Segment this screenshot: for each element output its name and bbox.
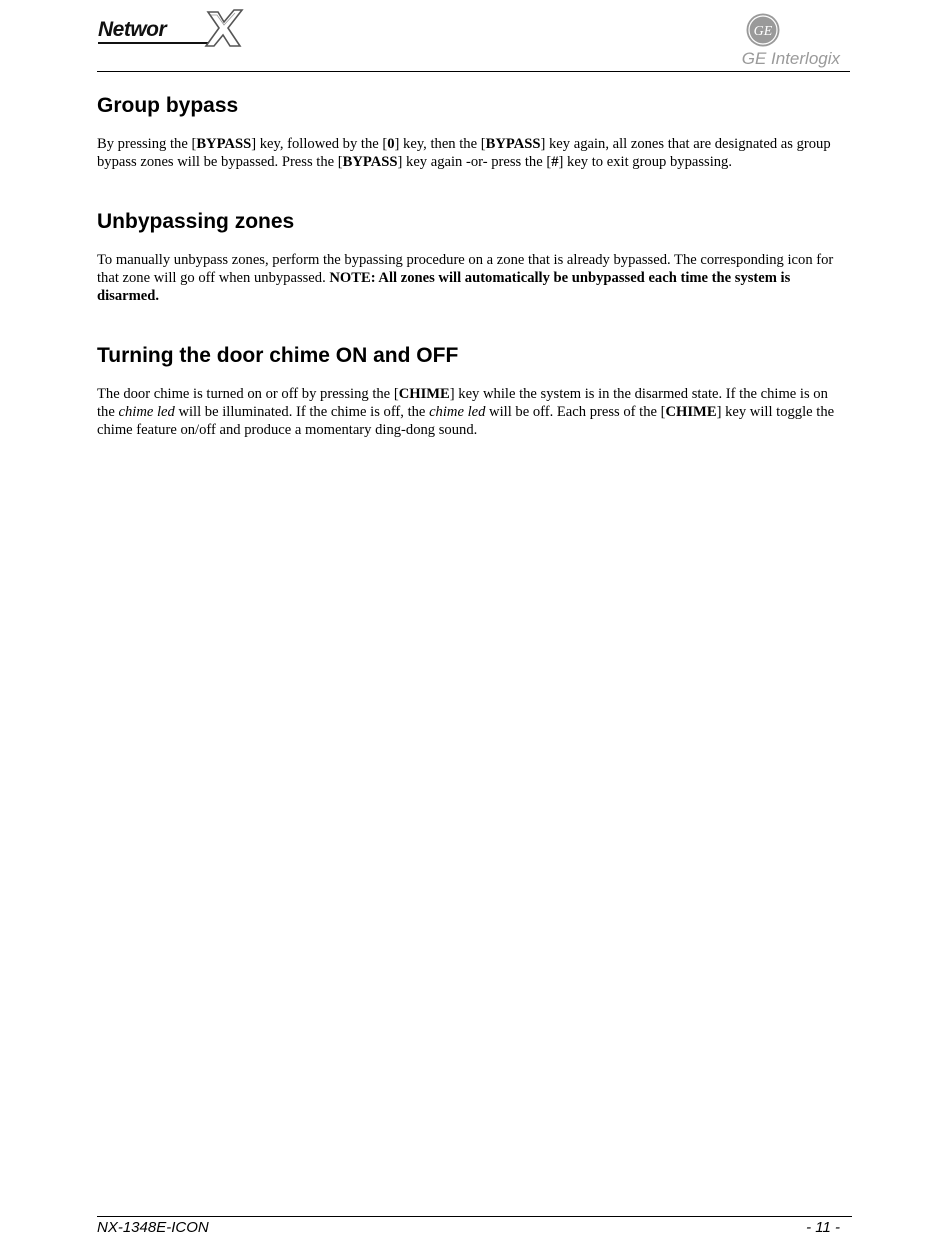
text-run: By pressing the [ — [97, 136, 197, 152]
bold-text: 0 — [387, 136, 395, 152]
italic-text: chime led — [118, 404, 175, 420]
ge-interlogix-logo — [741, 12, 845, 72]
page-number: - 11 - — [806, 1219, 840, 1236]
text-run: ] key while the system is in the disarmed state. If the chime is on the — [97, 386, 828, 420]
text-run: will be illuminated. If the chime is off, the — [174, 404, 430, 420]
logo-x-icon — [202, 6, 246, 50]
text-run: To manually unbypass zones, perform the bypassing procedure on a zone that is already bypassed. The corresponding icon for that zone will go off when unbypassed. — [97, 252, 834, 286]
ge-seal-icon — [745, 12, 781, 48]
section-body-unbypassing-zones — [97, 251, 845, 305]
logo-wordmark: Networ — [98, 18, 167, 41]
text-run: will be off. Each press of the [ — [485, 404, 666, 420]
text-run: ] key again, all zones that are designated as group bypass zones will be bypassed. Press the [ — [97, 136, 831, 170]
text-run: ] key will toggle the chime feature on/off and produce a momentary ding-dong sound. — [97, 404, 835, 438]
footer-rule — [97, 1216, 852, 1217]
section-title-unbypassing-zones: Unbypassing zones — [97, 210, 295, 233]
brand-name: GE Interlogix — [741, 49, 840, 68]
bold-text: BYPASS — [196, 136, 252, 152]
section-body-door-chime — [97, 385, 845, 439]
bold-text: CHIME — [398, 386, 450, 402]
bold-text: BYPASS — [485, 136, 541, 152]
bold-text: NOTE: All zones will automatically be unbypassed each time the system is disarmed. — [97, 270, 791, 304]
text-run: ] key, followed by the [ — [251, 136, 388, 152]
text-run: ] key, then the [ — [394, 136, 486, 152]
bold-text: CHIME — [665, 404, 717, 420]
document-code: NX-1348E-ICON — [97, 1219, 209, 1236]
text-run: The door chime is turned on or off by pressing the [ — [97, 386, 399, 402]
section-title-door-chime: Turning the door chime ON and OFF — [97, 344, 459, 367]
bold-text: BYPASS — [342, 154, 398, 170]
italic-text: chime led — [429, 404, 486, 420]
text-run: ] key to exit group bypassing. — [558, 154, 732, 170]
section-body-group-bypass — [97, 135, 845, 171]
networx-logo — [98, 6, 248, 50]
header-rule — [97, 71, 850, 72]
bold-text: # — [551, 154, 559, 170]
ge-seal-text: GE — [753, 24, 773, 39]
document-body — [97, 92, 845, 476]
section-title-group-bypass: Group bypass — [97, 94, 239, 117]
text-run: ] key again -or- press the [ — [397, 154, 552, 170]
page-header — [0, 0, 950, 80]
logo-underline — [98, 42, 210, 44]
